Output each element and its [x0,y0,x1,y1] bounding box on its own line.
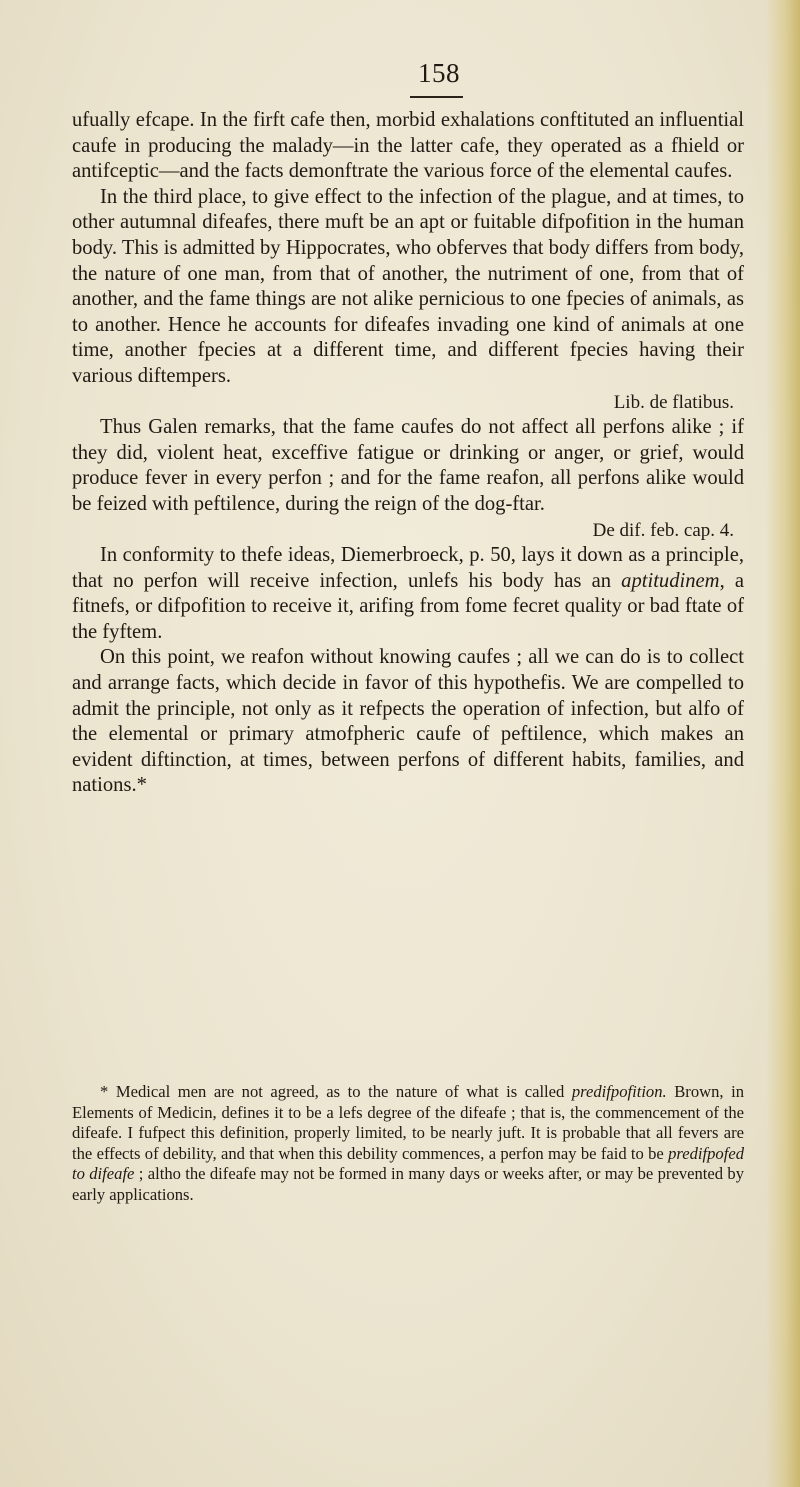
paragraph-2: In the third place, to give effect to the infection of the plague, and at times, to other autumnal difeafes, there muft be an apt or fuitable difpofition in the human body. This is admitted by Hippocrates, who obferves that body differs from body, the nature of one man, from that of another, the nutriment of one, from that of another, and the fame things are not alike pernicious to one fpecies of animals, as to another. Hence he accounts for difeafes invading one kind of animals at one time, another fpecies at a different time, and different fpecies having their various diftempers. [72,185,744,387]
footnote-text-c: ; altho the difeafe may not be formed in many days or weeks after, or may be prevented by early applications. [72,1164,744,1204]
paragraph-4-text-a: In conformity to thefe ideas, Diemerbroeck, p. 50, lays it down as a principle, that no perfon will receive infection, unlefs his body has an [72,544,744,592]
footnote-text-a: * Medical men are not agreed, as to the nature of what is called [100,1082,572,1101]
footnote-italic-2: predifpofed to difeafe [72,1143,744,1184]
footnote [72,1082,744,1206]
citation-hippocrates: Lib. de flatibus. [613,391,734,413]
paragraph-1: ufually efcape. In the firft cafe then, morbid exhalations conftituted an influential caufe in producing the malady—in the latter cafe, they operated as a fhield or antifceptic—and the facts demonftrate the various force of the elemental caufes. [72,109,744,183]
paragraph-4 [72,543,744,645]
footnote-italic-1: predifpofition. [571,1082,667,1101]
main-text [72,108,744,799]
page-number-rule [410,96,463,98]
footnote-text-b: Brown, in Elements of Medicin, defines it to be a lefs degree of the difeafe ; that is, the commencement of the difeafe. I fufpect this definition, properly limited, to be nearly juft. It is probable that all fevers are the effects of debility, and that when this debility commences, a perfon may be faid to be [72,1082,744,1163]
page-edge-stain [766,0,800,1487]
paragraph-5: On this point, we reafon without knowing caufes ; all we can do is to collect and arrange facts, which decide in favor of this hypothefis. We are compelled to admit the principle, not only as it refpects the operation of infection, but alfo of the elemental or primary atmofpheric caufe of peftilence, which makes an evident diftinction, at times, between perfons of different habits, families, and nations.* [72,646,744,797]
citation-galen: De dif. feb. cap. 4. [592,519,734,541]
page-number: 158 [418,58,460,88]
paragraph-4-text-b: , a fitnefs, or difpofition to receive it, arifing from fome fecret quality or bad ftate of the fyftem. [72,569,745,643]
paragraph-4-italic: aptitudinem [621,569,720,592]
paragraph-3: Thus Galen remarks, that the fame caufes do not affect all perfons alike ; if they did, violent heat, exceffive fatigue or drinking or anger, or grief, would produce fever in every perfon ; and for the fame reafon, all perfons alike would be feized with peftilence, during the reign of the dog-ftar. [72,416,744,515]
